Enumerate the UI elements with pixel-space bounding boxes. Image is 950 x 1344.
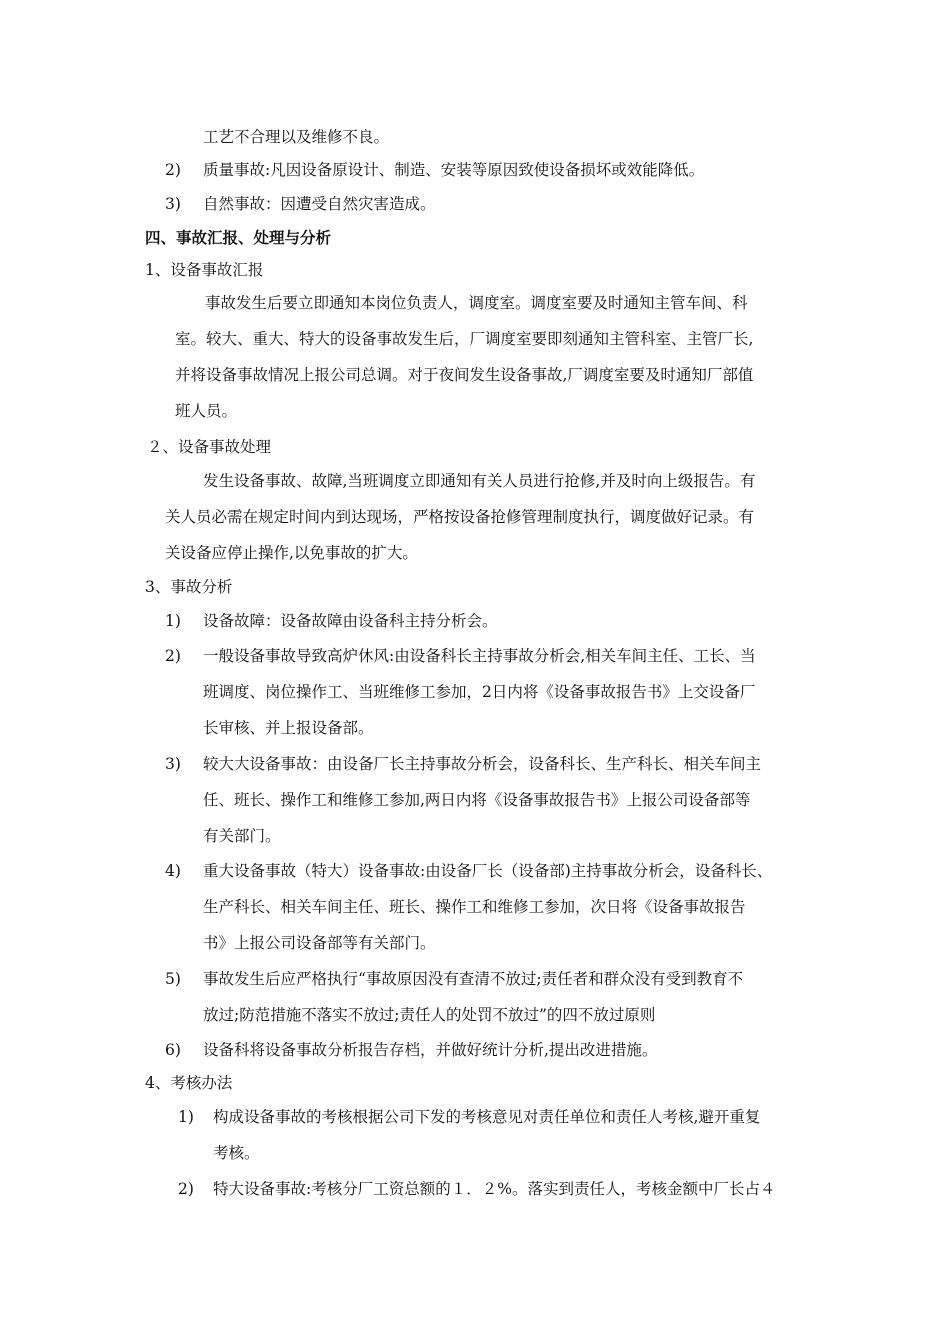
- list-number: 4): [165, 862, 181, 880]
- list-number: 3): [165, 195, 181, 213]
- paragraph-line: 发生设备事故、故障,当班调度立即通知有关人员进行抢修,并及时向上级报告。有: [203, 472, 756, 490]
- list-item-text: 重大设备事故（特大）设备事故:由设备厂长（设备部)主持事故分析会，设备科长、: [203, 862, 773, 880]
- list-item-text: 质量事故:凡因设备原设计、制造、安装等原因致使设备损坏或效能降低。: [203, 161, 705, 179]
- paragraph-line: 并将设备事故情况上报公司总调。对于夜间发生设备事故,厂调度室要及时通知厂部值: [175, 366, 754, 384]
- list-item-text: 设备科将设备事故分析报告存档，并做好统计分析,提出改进措施。: [203, 1041, 658, 1059]
- list-item-text: 书》上报公司设备部等有关部门。: [203, 934, 436, 952]
- list-item-text: 一般设备事故导致高炉休风:由设备科长主持事故分析会,相关车间主任、工长、当: [203, 647, 756, 665]
- list-item-text: 设备故障：设备故障由设备科主持分析会。: [203, 612, 498, 630]
- paragraph-line: 关设备应停止操作,以免事故的扩大。: [165, 544, 418, 562]
- paragraph-line: 班人员。: [175, 402, 238, 420]
- subsection-heading: 4、考核办法: [145, 1074, 233, 1092]
- list-item-text: 生产科长、相关车间主任、班长、操作工和维修工参加，次日将《设备事故报告: [203, 898, 746, 916]
- list-item-text: 构成设备事故的考核根据公司下发的考核意见对责任单位和责任人考核,避开重复: [213, 1108, 761, 1126]
- paragraph-line: 事故发生后要立即通知本岗位负责人，调度室。调度室要及时通知主管车间、科: [205, 294, 748, 312]
- subsection-heading: 1、设备事故汇报: [145, 261, 264, 279]
- subsection-heading: 3、事故分析: [145, 578, 233, 596]
- list-number: 3): [165, 755, 181, 773]
- list-number: 2): [178, 1180, 194, 1198]
- list-number: 1): [165, 612, 181, 630]
- list-item-text: 较大大设备事故：由设备厂长主持事故分析会，设备科长、生产科长、相关车间主: [203, 755, 762, 773]
- section-heading: 四、事故汇报、处理与分析: [145, 228, 332, 247]
- list-number: 2): [165, 647, 181, 665]
- list-item-text: 任、班长、操作工和维修工参加,两日内将《设备事故报告书》上报公司设备部等: [203, 791, 751, 809]
- list-item-text: 自然事故：因遭受自然灾害造成。: [203, 195, 436, 213]
- list-item-text: 有关部门。: [203, 827, 281, 845]
- list-number: 1): [178, 1108, 194, 1126]
- list-item-text: 考核。: [213, 1144, 260, 1162]
- subsection-heading: ２、设备事故处理: [147, 438, 272, 456]
- list-item-text: 特大设备事故:考核分厂工资总额的１．２%。落实到责任人，考核金额中厂长占４: [213, 1180, 776, 1198]
- list-number: 2): [165, 161, 181, 179]
- list-item-text: 事故发生后应严格执行“事故原因没有查清不放过;责任者和群众没有受到教育不: [203, 970, 744, 988]
- list-number: 6): [165, 1041, 181, 1059]
- text-line: 工艺不合理以及维修不良。: [203, 128, 390, 146]
- list-item-text: 班调度、岗位操作工、当班维修工参加，2日内将《设备事故报告书》上交设备厂: [203, 683, 756, 701]
- paragraph-line: 室。较大、重大、特大的设备事故发生后，厂调度室要即刻通知主管科室、主管厂长,: [175, 330, 754, 348]
- list-item-text: 放过;防范措施不落实不放过;责任人的处罚不放过”的四不放过原则: [203, 1006, 656, 1024]
- list-number: 5): [165, 970, 181, 988]
- paragraph-line: 关人员必需在规定时间内到达现场，严格按设备抢修管理制度执行，调度做好记录。有: [165, 508, 755, 526]
- list-item-text: 长审核、并上报设备部。: [203, 719, 374, 737]
